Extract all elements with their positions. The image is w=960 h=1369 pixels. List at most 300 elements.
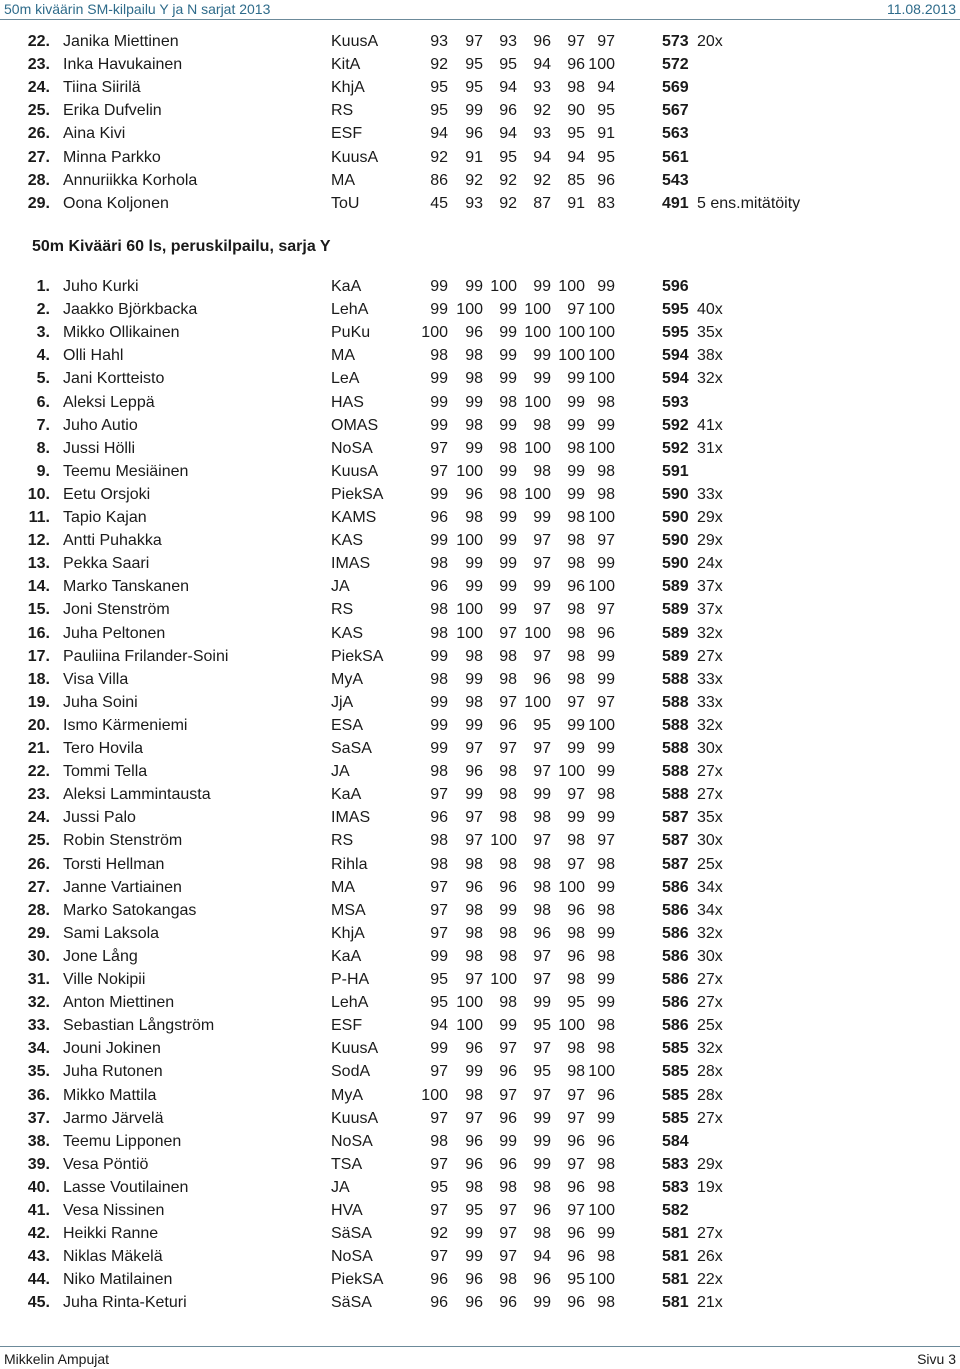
series-score-cell: 94: [499, 79, 517, 97]
rank-cell: 29.: [27, 194, 50, 212]
rank-cell: 42.: [27, 1225, 50, 1243]
series-score-cell: 99: [567, 740, 585, 757]
series-score-cell: 97: [465, 1109, 483, 1127]
total-score-cell: 590: [662, 485, 689, 503]
series-score-cell: 99: [597, 647, 615, 665]
series-score-cell: 45: [430, 194, 448, 212]
club-cell: SodA: [331, 1063, 371, 1081]
table-row: [0, 1060, 960, 1083]
club-cell: HAS: [331, 393, 364, 411]
rank-cell: 34.: [27, 1040, 50, 1058]
series-score-cell: 95: [533, 1063, 551, 1081]
table-row: [0, 622, 960, 645]
series-score-cell: 97: [499, 693, 517, 711]
series-score-cell: 100: [490, 832, 517, 850]
shooter-name-cell: Jaakko Björkbacka: [63, 301, 198, 319]
series-score-cell: 98: [567, 601, 585, 619]
club-cell: KuusA: [331, 1040, 379, 1058]
total-score-cell: 543: [662, 171, 689, 189]
series-score-cell: 100: [456, 994, 483, 1012]
series-score-cell: 100: [588, 56, 615, 74]
shooter-name-cell: Janika Miettinen: [63, 33, 179, 50]
rank-cell: 24.: [27, 79, 50, 97]
total-score-cell: 581: [662, 1271, 689, 1289]
inner-tens-note-cell: 29x: [697, 532, 723, 550]
inner-tens-note-cell: 32x: [697, 716, 723, 734]
club-cell: P-HA: [331, 971, 370, 988]
series-score-cell: 100: [524, 301, 551, 319]
series-score-cell: 99: [533, 578, 551, 596]
series-score-cell: 92: [465, 171, 483, 189]
shooter-name-cell: Annuriikka Korhola: [63, 171, 198, 189]
club-cell: IMAS: [331, 555, 371, 573]
series-score-cell: 97: [430, 1155, 448, 1173]
rank-cell: 31.: [27, 971, 50, 988]
rank-cell: 45.: [27, 1294, 50, 1312]
series-score-cell: 96: [465, 1294, 483, 1312]
series-score-cell: 99: [597, 670, 615, 688]
rank-cell: 33.: [27, 1017, 50, 1035]
series-score-cell: 98: [465, 1178, 483, 1196]
shooter-name-cell: Jone Lång: [63, 947, 138, 965]
club-cell: KaA: [331, 278, 362, 295]
table-row: [0, 1245, 960, 1268]
table-row: [0, 1176, 960, 1199]
series-score-cell: 99: [430, 740, 448, 757]
rank-cell: 23.: [27, 56, 50, 74]
inner-tens-note-cell: 25x: [697, 855, 723, 873]
table-row: [0, 169, 960, 192]
rank-cell: 41.: [27, 1202, 50, 1219]
series-score-cell: 96: [597, 171, 615, 189]
series-score-cell: 98: [465, 509, 483, 526]
series-score-cell: 96: [499, 1109, 517, 1127]
series-score-cell: 97: [597, 532, 615, 550]
series-score-cell: 98: [430, 347, 448, 365]
series-score-cell: 100: [524, 324, 551, 342]
shooter-name-cell: Niklas Mäkelä: [63, 1248, 163, 1266]
rank-cell: 6.: [36, 393, 50, 411]
total-score-cell: 581: [662, 1225, 689, 1243]
total-score-cell: 587: [662, 809, 689, 827]
series-score-cell: 99: [533, 786, 551, 804]
total-score-cell: 572: [662, 56, 689, 74]
total-score-cell: 588: [662, 716, 689, 734]
series-score-cell: 97: [430, 924, 448, 942]
club-cell: NoSA: [331, 439, 373, 457]
series-score-cell: 99: [533, 1294, 551, 1312]
series-score-cell: 98: [597, 901, 615, 919]
total-score-cell: 567: [662, 102, 689, 120]
series-score-cell: 94: [533, 1248, 551, 1266]
series-score-cell: 96: [499, 878, 517, 896]
series-score-cell: 100: [588, 301, 615, 319]
series-score-cell: 100: [456, 624, 483, 642]
inner-tens-note-cell: 30x: [697, 832, 723, 850]
series-score-cell: 95: [567, 125, 585, 143]
series-score-cell: 92: [499, 194, 517, 212]
series-score-cell: 99: [465, 578, 483, 596]
series-score-cell: 98: [499, 1178, 517, 1196]
shooter-name-cell: Juha Rinta-Keturi: [63, 1294, 187, 1312]
page-footer: [0, 1346, 960, 1369]
inner-tens-note-cell: 33x: [697, 670, 723, 688]
series-score-cell: 92: [430, 148, 448, 166]
shooter-name-cell: Minna Parkko: [63, 148, 161, 166]
shooter-name-cell: Aleksi Leppä: [63, 393, 155, 411]
footer-organizer: Mikkelin Ampujat: [4, 1351, 110, 1367]
series-score-cell: 97: [465, 33, 483, 50]
club-cell: KuusA: [331, 462, 379, 480]
table-row: [0, 853, 960, 876]
series-score-cell: 100: [558, 763, 585, 781]
total-score-cell: 586: [662, 924, 689, 942]
shooter-name-cell: Aleksi Lammintausta: [63, 786, 211, 804]
series-score-cell: 98: [597, 947, 615, 965]
rank-cell: 10.: [27, 485, 50, 503]
series-score-cell: 97: [597, 601, 615, 619]
series-score-cell: 91: [567, 194, 585, 212]
table-row: [0, 968, 960, 991]
total-score-cell: 591: [662, 462, 689, 480]
inner-tens-note-cell: 27x: [697, 763, 723, 781]
series-score-cell: 97: [567, 1155, 585, 1173]
series-score-cell: 98: [499, 786, 517, 804]
series-score-cell: 97: [567, 1109, 585, 1127]
rank-cell: 28.: [27, 171, 50, 189]
inner-tens-note-cell: 27x: [697, 647, 723, 665]
inner-tens-note-cell: 33x: [697, 693, 723, 711]
total-score-cell: 587: [662, 832, 689, 850]
series-score-cell: 98: [430, 763, 448, 781]
rank-cell: 40.: [27, 1178, 50, 1196]
shooter-name-cell: Juho Autio: [63, 416, 138, 434]
series-score-cell: 91: [597, 125, 615, 143]
series-score-cell: 98: [597, 1248, 615, 1266]
series-score-cell: 98: [499, 994, 517, 1012]
series-score-cell: 98: [533, 416, 551, 434]
table-row: [0, 1268, 960, 1291]
table-row: [0, 99, 960, 122]
series-score-cell: 99: [567, 485, 585, 503]
series-score-cell: 97: [465, 740, 483, 757]
series-score-cell: 95: [567, 994, 585, 1012]
club-cell: ToU: [331, 194, 360, 212]
club-cell: MyA: [331, 670, 363, 688]
rank-cell: 15.: [27, 601, 50, 619]
series-score-cell: 95: [567, 1271, 585, 1289]
club-cell: MA: [331, 878, 355, 896]
total-score-cell: 588: [662, 763, 689, 781]
series-score-cell: 98: [567, 532, 585, 550]
series-score-cell: 99: [567, 716, 585, 734]
series-score-cell: 96: [499, 1155, 517, 1173]
series-score-cell: 97: [567, 301, 585, 319]
series-score-cell: 99: [465, 555, 483, 573]
rank-cell: 24.: [27, 809, 50, 827]
club-cell: TSA: [331, 1155, 363, 1173]
series-score-cell: 99: [499, 532, 517, 550]
series-score-cell: 96: [597, 1132, 615, 1150]
rank-cell: 44.: [27, 1271, 50, 1289]
series-score-cell: 98: [567, 647, 585, 665]
total-score-cell: 589: [662, 624, 689, 642]
series-score-cell: 99: [430, 947, 448, 965]
series-score-cell: 99: [430, 532, 448, 550]
series-score-cell: 98: [430, 1132, 448, 1150]
page-header: [0, 0, 960, 20]
series-score-cell: 93: [533, 125, 551, 143]
series-score-cell: 99: [430, 1040, 448, 1058]
series-score-cell: 96: [567, 1132, 585, 1150]
total-score-cell: 589: [662, 647, 689, 665]
shooter-name-cell: Jussi Hölli: [63, 439, 136, 457]
total-score-cell: 573: [662, 33, 689, 50]
total-score-cell: 595: [662, 324, 689, 342]
inner-tens-note-cell: 34x: [697, 901, 723, 919]
series-score-cell: 95: [533, 716, 551, 734]
series-score-cell: 98: [567, 924, 585, 942]
rank-cell: 14.: [27, 578, 50, 596]
rank-cell: 27.: [27, 148, 50, 166]
series-score-cell: 98: [430, 832, 448, 850]
inner-tens-note-cell: 32x: [697, 924, 723, 942]
rank-cell: 37.: [27, 1109, 50, 1127]
series-score-cell: 87: [533, 194, 551, 212]
series-score-cell: 95: [465, 79, 483, 97]
series-score-cell: 99: [567, 809, 585, 827]
shooter-name-cell: Juha Soini: [63, 693, 138, 711]
inner-tens-note-cell: 30x: [697, 947, 723, 965]
rank-cell: 19.: [27, 693, 50, 711]
shooter-name-cell: Tapio Kajan: [63, 509, 147, 526]
series-score-cell: 99: [533, 1155, 551, 1173]
club-cell: MA: [331, 171, 355, 189]
total-score-cell: 569: [662, 79, 689, 97]
series-score-cell: 96: [567, 1178, 585, 1196]
series-score-cell: 100: [524, 485, 551, 503]
series-score-cell: 98: [597, 1017, 615, 1035]
series-score-cell: 100: [456, 301, 483, 319]
series-score-cell: 97: [465, 832, 483, 850]
shooter-name-cell: Tero Hovila: [63, 740, 144, 757]
series-score-cell: 99: [465, 716, 483, 734]
series-score-cell: 96: [430, 1271, 448, 1289]
series-score-cell: 100: [490, 278, 517, 295]
series-score-cell: 97: [567, 786, 585, 804]
shooter-name-cell: Tommi Tella: [63, 763, 148, 781]
table-row: [0, 506, 960, 529]
series-score-cell: 100: [588, 716, 615, 734]
inner-tens-note-cell: 19x: [697, 1178, 723, 1196]
series-score-cell: 99: [499, 578, 517, 596]
rank-cell: 30.: [27, 947, 50, 965]
table-row: [0, 30, 960, 53]
series-score-cell: 99: [430, 278, 448, 295]
series-score-cell: 97: [533, 763, 551, 781]
club-cell: NoSA: [331, 1248, 373, 1266]
series-score-cell: 95: [430, 994, 448, 1012]
series-score-cell: 94: [567, 148, 585, 166]
series-score-cell: 98: [430, 670, 448, 688]
total-score-cell: 581: [662, 1248, 689, 1266]
club-cell: HVA: [331, 1202, 363, 1219]
club-cell: Rihla: [331, 855, 368, 873]
club-cell: IMAS: [331, 809, 371, 827]
series-score-cell: 98: [465, 647, 483, 665]
inner-tens-note-cell: 5 ens.mitätöity: [697, 194, 801, 212]
rank-cell: 20.: [27, 716, 50, 734]
inner-tens-note-cell: 37x: [697, 578, 723, 596]
total-score-cell: 584: [662, 1132, 689, 1150]
club-cell: KaA: [331, 786, 362, 804]
series-score-cell: 99: [567, 370, 585, 388]
series-score-cell: 95: [499, 148, 517, 166]
club-cell: KuusA: [331, 33, 379, 50]
shooter-name-cell: Torsti Hellman: [63, 855, 165, 873]
table-row: [0, 391, 960, 414]
series-score-cell: 99: [499, 347, 517, 365]
total-score-cell: 586: [662, 971, 689, 988]
series-score-cell: 96: [499, 1294, 517, 1312]
inner-tens-note-cell: 27x: [697, 1225, 723, 1243]
series-score-cell: 99: [597, 924, 615, 942]
series-score-cell: 99: [567, 416, 585, 434]
shooter-name-cell: Tiina Siirilä: [63, 79, 141, 97]
table-row: [0, 344, 960, 367]
club-cell: KhjA: [331, 924, 365, 942]
inner-tens-note-cell: 27x: [697, 1109, 723, 1127]
rank-cell: 9.: [36, 462, 50, 480]
series-score-cell: 97: [533, 947, 551, 965]
series-score-cell: 92: [533, 171, 551, 189]
table-row: [0, 192, 960, 215]
shooter-name-cell: Vesa Nissinen: [63, 1202, 165, 1219]
series-score-cell: 99: [597, 1109, 615, 1127]
club-cell: KaA: [331, 947, 362, 965]
series-score-cell: 96: [499, 1063, 517, 1081]
inner-tens-note-cell: 38x: [697, 347, 723, 365]
series-score-cell: 96: [465, 324, 483, 342]
series-score-cell: 100: [490, 971, 517, 988]
series-score-cell: 97: [533, 532, 551, 550]
series-score-cell: 100: [558, 878, 585, 896]
series-score-cell: 100: [588, 439, 615, 457]
inner-tens-note-cell: 29x: [697, 1155, 723, 1173]
shooter-name-cell: Teemu Lipponen: [63, 1132, 182, 1150]
shooter-name-cell: Olli Hahl: [63, 347, 124, 365]
series-score-cell: 98: [597, 485, 615, 503]
total-score-cell: 594: [662, 370, 689, 388]
rank-cell: 2.: [36, 301, 50, 319]
shooter-name-cell: Pauliina Frilander-Soini: [63, 647, 229, 665]
rank-cell: 5.: [36, 370, 50, 388]
series-score-cell: 96: [567, 901, 585, 919]
rank-cell: 36.: [27, 1086, 50, 1104]
series-score-cell: 96: [567, 578, 585, 596]
series-score-cell: 98: [567, 971, 585, 988]
series-score-cell: 100: [524, 624, 551, 642]
series-score-cell: 97: [533, 601, 551, 619]
total-score-cell: 585: [662, 1063, 689, 1081]
series-score-cell: 98: [465, 370, 483, 388]
series-score-cell: 100: [456, 601, 483, 619]
series-score-cell: 96: [499, 102, 517, 120]
series-score-cell: 97: [597, 33, 615, 50]
rank-cell: 38.: [27, 1132, 50, 1150]
shooter-name-cell: Jani Kortteisto: [63, 370, 165, 388]
rank-cell: 16.: [27, 624, 50, 642]
series-score-cell: 100: [588, 347, 615, 365]
series-score-cell: 98: [567, 624, 585, 642]
table-row: [0, 414, 960, 437]
table-row: [0, 1107, 960, 1130]
series-score-cell: 93: [430, 33, 448, 50]
shooter-name-cell: Eetu Orsjoki: [63, 485, 151, 503]
rank-cell: 29.: [27, 924, 50, 942]
series-score-cell: 99: [597, 740, 615, 757]
table-row: [0, 76, 960, 99]
inner-tens-note-cell: 30x: [697, 740, 723, 757]
series-score-cell: 94: [430, 125, 448, 143]
inner-tens-note-cell: 27x: [697, 786, 723, 804]
shooter-name-cell: Mikko Mattila: [63, 1086, 157, 1104]
series-score-cell: 99: [465, 786, 483, 804]
total-score-cell: 563: [662, 125, 689, 143]
series-score-cell: 98: [499, 947, 517, 965]
total-score-cell: 590: [662, 555, 689, 573]
shooter-name-cell: Marko Tanskanen: [63, 578, 189, 596]
inner-tens-note-cell: 28x: [697, 1063, 723, 1081]
shooter-name-cell: Joni Stenström: [63, 601, 170, 619]
rank-cell: 39.: [27, 1155, 50, 1173]
table-row: [0, 783, 960, 806]
rank-cell: 3.: [36, 324, 50, 342]
inner-tens-note-cell: 32x: [697, 1040, 723, 1058]
series-score-cell: 83: [597, 194, 615, 212]
series-score-cell: 99: [465, 439, 483, 457]
shooter-name-cell: Ismo Kärmeniemi: [63, 716, 188, 734]
series-score-cell: 98: [533, 462, 551, 480]
total-score-cell: 592: [662, 416, 689, 434]
series-score-cell: 99: [533, 278, 551, 295]
table-row: [0, 1291, 960, 1314]
total-score-cell: 583: [662, 1178, 689, 1196]
total-score-cell: 588: [662, 693, 689, 711]
total-score-cell: 588: [662, 786, 689, 804]
series-score-cell: 99: [430, 485, 448, 503]
section-title: 50m Kivääri 60 ls, peruskilpailu, sarja Y: [32, 238, 331, 255]
series-score-cell: 90: [567, 102, 585, 120]
inner-tens-note-cell: 33x: [697, 485, 723, 503]
series-score-cell: 97: [567, 1202, 585, 1219]
series-score-cell: 98: [533, 1225, 551, 1243]
table-row: [0, 275, 960, 298]
series-score-cell: 99: [499, 370, 517, 388]
table-row: [0, 1199, 960, 1222]
inner-tens-note-cell: 32x: [697, 370, 723, 388]
shooter-name-cell: Sami Laksola: [63, 924, 160, 942]
series-score-cell: 99: [465, 1225, 483, 1243]
club-cell: RS: [331, 832, 354, 850]
series-score-cell: 96: [567, 56, 585, 74]
club-cell: ESA: [331, 716, 364, 734]
club-cell: KAS: [331, 624, 364, 642]
club-cell: JjA: [331, 693, 354, 711]
series-score-cell: 97: [567, 33, 585, 50]
series-score-cell: 97: [499, 1248, 517, 1266]
club-cell: RS: [331, 601, 354, 619]
